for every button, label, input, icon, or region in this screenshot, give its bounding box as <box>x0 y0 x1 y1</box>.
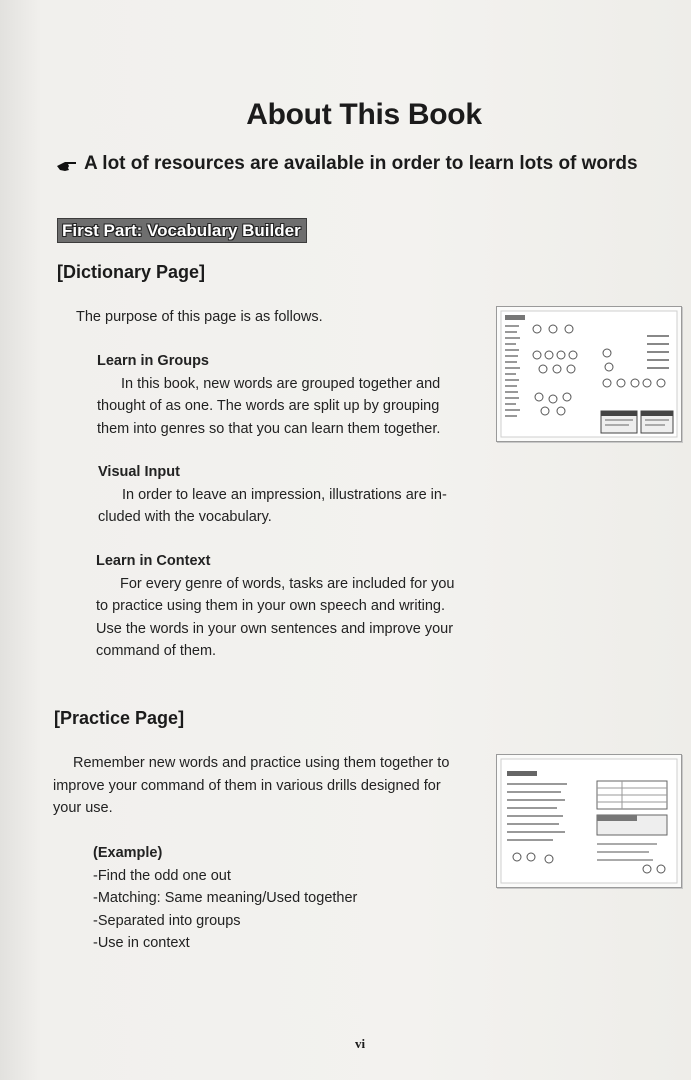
subtitle-text: A lot of resources are available in order to learn lots of words <box>84 153 638 174</box>
visual-input-line: cluded with the vocabulary. <box>98 509 272 525</box>
subtitle <box>56 153 676 175</box>
learn-in-context-title: Learn in Context <box>96 553 211 569</box>
practice-line: your use. <box>53 800 113 816</box>
dictionary-page-heading: [Dictionary Page] <box>57 262 206 282</box>
learn-in-context-line: command of them. <box>96 643 217 659</box>
page-number: vi <box>354 1036 366 1051</box>
visual-input-block <box>98 461 478 529</box>
example-item: -Matching: Same meaning/Used together <box>93 890 358 906</box>
example-item: -Find the odd one out <box>93 867 231 884</box>
learn-in-context-line: For every genre of words, tasks are included for you <box>120 575 455 592</box>
example-item: -Use in context <box>93 935 190 951</box>
learn-in-groups-line: thought of as one. The words are split up by grouping <box>97 398 440 414</box>
practice-line: improve your command of them in various drills designed for <box>53 777 441 794</box>
learn-in-context-line: Use the words in your own sentences and improve your <box>96 620 454 637</box>
page-title: About This Book <box>246 98 482 131</box>
learn-in-groups-line: them into genres so that you can learn them together. <box>97 420 441 437</box>
example-item: -Separated into groups <box>93 912 241 929</box>
learn-in-groups-title: Learn in Groups <box>97 353 209 369</box>
practice-description <box>53 752 473 820</box>
learn-in-groups-line: In this book, new words are grouped together and <box>121 375 441 392</box>
learn-in-context-block <box>96 550 476 663</box>
example-heading: (Example) <box>93 845 163 861</box>
practice-page-thumbnail <box>496 754 682 888</box>
dictionary-intro: The purpose of this page is as follows. <box>76 309 323 325</box>
visual-input-line: In order to leave an impression, illustrations are in- <box>122 486 447 503</box>
practice-line: Remember new words and practice using them together to <box>73 755 450 771</box>
pointing-hand-icon <box>56 157 78 171</box>
practice-page-heading: [Practice Page] <box>54 708 185 728</box>
learn-in-groups-block <box>97 350 477 440</box>
dictionary-page-thumbnail <box>496 306 682 442</box>
visual-input-title: Visual Input <box>98 464 180 480</box>
section-badge: First Part: Vocabulary Builder <box>57 218 307 243</box>
learn-in-context-line: to practice using them in your own speech and writing. <box>96 598 445 614</box>
example-list <box>93 842 357 955</box>
